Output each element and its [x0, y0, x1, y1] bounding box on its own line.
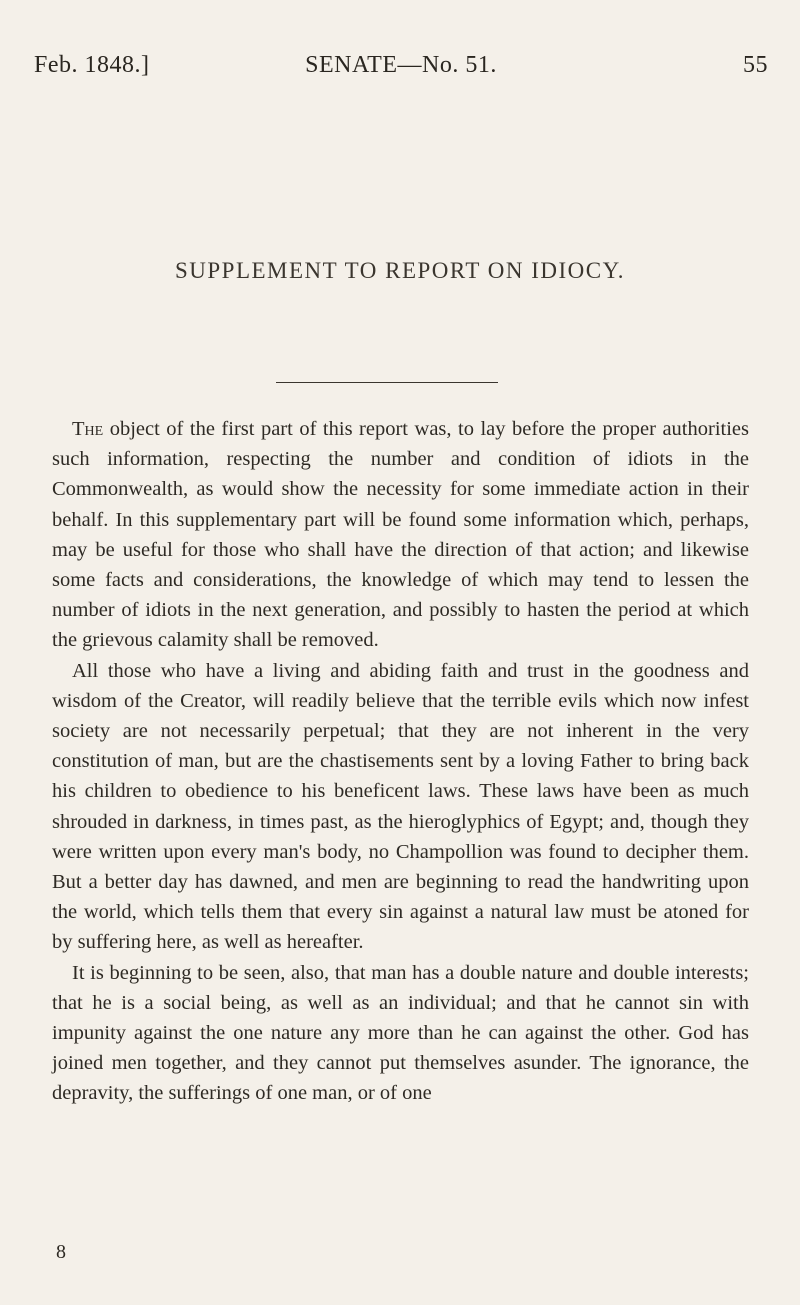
paragraph-1-text: object of the first part of this report was, to lay before the proper authorities such information, respecting the number and condition of idiots in the Commonwealth, as would show the necessity for some immediate action in their behalf. In this supplementary part will be found some information which, perhaps, may be useful for those who shall have the direction of that action; and likewise some facts and considerations, the knowledge of which may tend to lessen the number of idiots in the next generation, and possibly to hasten the period at which the grievous calamity shall be removed.	[52, 418, 749, 652]
header-document: SENATE—No. 51.	[305, 52, 497, 78]
header-date: Feb. 1848.]	[34, 52, 150, 78]
paragraph-3-text: It is beginning to be seen, also, that man has a double nature and double interests; that he is a social being, as well as an individual; and that he cannot sin with impunity against the one nature any more than he can against the other. God has joined men together, and they cannot put themselves asunder. The ignorance, the depravity, the sufferings of one man, or of one	[52, 961, 749, 1105]
section-title: SUPPLEMENT TO REPORT ON IDIOCY.	[174, 258, 626, 283]
paragraph-1-lead: The	[72, 418, 104, 440]
body-text	[52, 414, 749, 1109]
paragraph-2-text: All those who have a living and abiding faith and trust in the goodness and wisdom of the Creator, will readily believe that the terrible evils which now infest society are not necessarily perpetual; that they are not inherent in the very constitution of man, but are the chastisements sent by a loving Father to bring back his children to obedience to his beneficent laws. These laws have been as much shrouded in darkness, in times past, as the hieroglyphics of Egypt; and, though they were written upon every man's body, no Champollion was found to decipher them. But a better day has dawned, and men are beginning to read the handwriting upon the world, which tells them that every sin against a natural law must be atoned for by suffering here, as well as hereafter.	[52, 659, 749, 954]
paragraph-2	[52, 656, 749, 958]
header-page-number: 55	[743, 52, 768, 78]
signature-mark: 8	[56, 1241, 66, 1263]
paragraph-1	[52, 414, 749, 656]
paragraph-3	[52, 958, 749, 1109]
title-rule	[276, 382, 498, 383]
running-header	[34, 52, 768, 88]
